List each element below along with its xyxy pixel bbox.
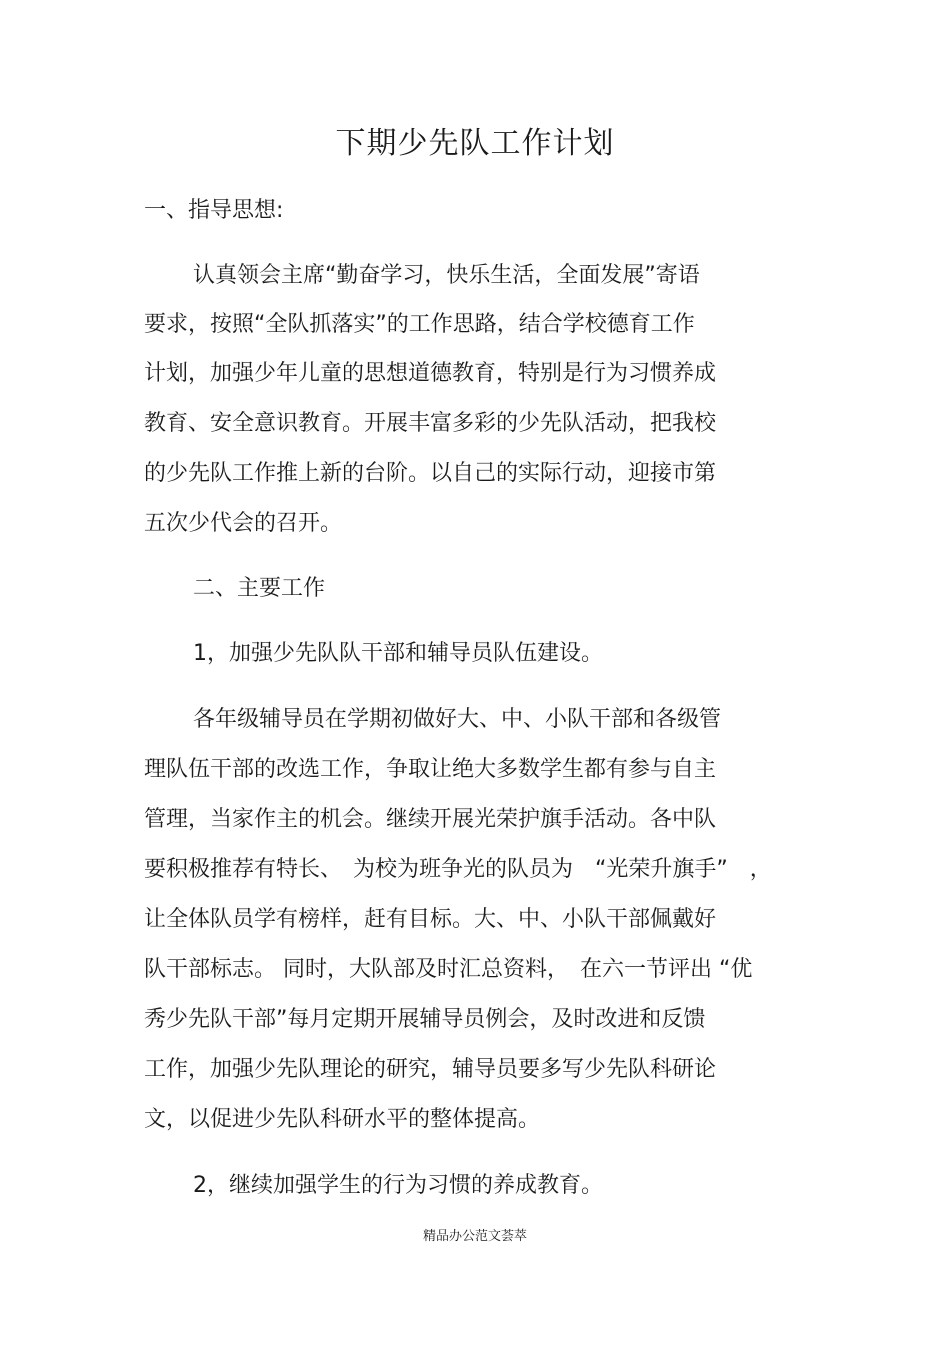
para2-line-3: 管理，当家作主的机会。继续开展光荣护旗手活动。各中队 — [144, 807, 717, 832]
para1-line-5: 的少先队工作推上新的台阶。以自己的实际行动，迎接市第 — [144, 461, 717, 486]
item2-heading: 2，继续加强学生的行为习惯的养成教育。 — [193, 1173, 603, 1198]
para2-line-4: 要积极推荐有特长、 为校为班争光的队员为 “光荣升旗手” ， — [144, 857, 772, 882]
item1-heading: 1，加强少先队队干部和辅导员队伍建设。 — [193, 641, 603, 666]
para2-line-8: 工作，加强少先队理论的研究，辅导员要多写少先队科研论 — [144, 1057, 717, 1082]
para1-line-1: 认真领会主席“勤奋学习，快乐生活，全面发展”寄语 — [193, 263, 700, 288]
para2-line-1: 各年级辅导员在学期初做好大、中、小队干部和各级管 — [193, 707, 722, 732]
page-footer: 精品办公范文荟萃 — [422, 1229, 527, 1244]
para2-line-5: 让全体队员学有榜样，赶有目标。大、中、小队干部佩戴好 — [144, 907, 717, 932]
para1-line-6: 五次少代会的召开。 — [144, 511, 343, 536]
section1-heading: 一、指导思想: — [144, 198, 284, 223]
para1-line-2: 要求，按照“全队抓落实”的工作思路，结合学校德育工作 — [144, 312, 695, 337]
para2-line-2: 理队伍干部的改选工作，争取让绝大多数学生都有参与自主 — [144, 757, 717, 782]
para2-line-6: 队干部标志。 同时，大队部及时汇总资料， 在六一节评出 “优 — [144, 957, 753, 982]
para1-line-3: 计划，加强少年儿童的思想道德教育，特别是行为习惯养成 — [144, 361, 717, 386]
para1-line-4: 教育、安全意识教育。开展丰富多彩的少先队活动，把我校 — [144, 411, 717, 436]
document-title: 下期少先队工作计划 — [335, 126, 615, 161]
para2-line-9: 文，以促进少先队科研水平的整体提高。 — [144, 1107, 541, 1132]
para2-line-7: 秀少先队干部”每月定期开展辅导员例会，及时改进和反馈 — [144, 1007, 706, 1032]
section2-heading: 二、主要工作 — [193, 576, 326, 601]
